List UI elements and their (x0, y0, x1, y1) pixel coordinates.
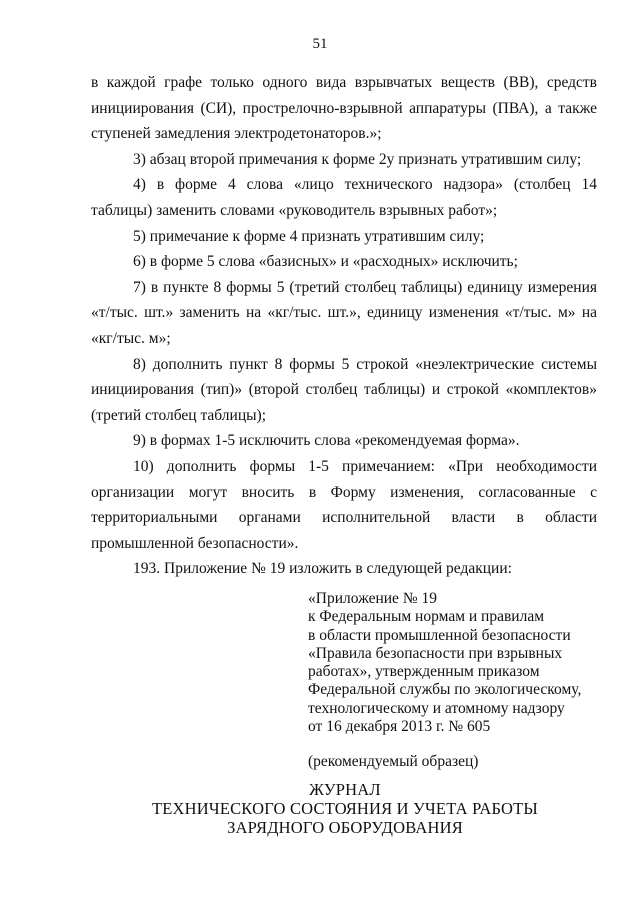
appendix-header-block (308, 590, 608, 772)
document-body (91, 70, 597, 582)
appendix-header-line: к Федеральным нормам и правилам (308, 608, 545, 626)
appendix-header-line: от 16 декабря 2013 г. № 605 (308, 718, 491, 736)
paragraph-item-3: 3) абзац второй примечания к форме 2у признать утратившим силу; (133, 150, 582, 168)
paragraph-continuation: в каждой графе только одного вида взрывчатых веществ (ВВ), средств инициирования (СИ), прострелочно-взрывной аппаратуры (ПВА), а также ступеней замедления электродетонаторов.»; (91, 74, 597, 143)
appendix-header-line: «Правила безопасности при взрывных (308, 644, 563, 662)
appendix-header-line: Федеральной службы по экологическому, (308, 681, 582, 699)
paragraph-item-7: 7) в пункте 8 формы 5 (третий столбец таблицы) единицу измерения «т/тыс. шт.» заменить на «кг/тыс. шт.», единицу изменения «т/тыс. м» на «кг/тыс. м»; (91, 278, 597, 347)
paragraph-193: 193. Приложение № 19 изложить в следующей редакции: (133, 560, 512, 578)
paragraph-item-5: 5) примечание к форме 4 признать утратившим силу; (133, 227, 485, 245)
page-number: 51 (312, 36, 328, 52)
paragraph-item-10: 10) дополнить формы 1-5 примечанием: «При необходимости организации могут вносить в Форму изменения, согласованные с территориальными органами исполнительной власти в области промышленной безопасности». (91, 457, 597, 552)
journal-title-line: ЗАРЯДНОГО ОБОРУДОВАНИЯ (227, 818, 463, 837)
paragraph-item-9: 9) в формах 1-5 исключить слова «рекомендуемая форма». (133, 432, 520, 450)
appendix-header-line: «Приложение № 19 (308, 590, 437, 607)
appendix-header-line: работах», утвержденным приказом (308, 663, 540, 681)
journal-title-line: ТЕХНИЧЕСКОГО СОСТОЯНИЯ И УЧЕТА РАБОТЫ (151, 799, 539, 818)
paragraph-item-4: 4) в форме 4 слова «лицо технического надзора» (столбец 14 таблицы) заменить словами «руководитель взрывных работ»; (91, 176, 597, 219)
paragraph-item-8: 8) дополнить пункт 8 формы 5 строкой «неэлектрические системы инициирования (тип)» (второй столбец таблицы) и строкой «комплектов» (третий столбец таблицы); (91, 355, 597, 424)
sample-note: (рекомендуемый образец) (308, 753, 479, 771)
journal-title (0, 780, 640, 837)
paragraph-item-6: 6) в форме 5 слова «базисных» и «расходных» исключить; (133, 253, 518, 271)
appendix-header-line: в области промышленной безопасности (308, 626, 571, 644)
journal-title-line: ЖУРНАЛ (309, 780, 381, 799)
appendix-header-line: технологическому и атомному надзору (308, 699, 565, 717)
